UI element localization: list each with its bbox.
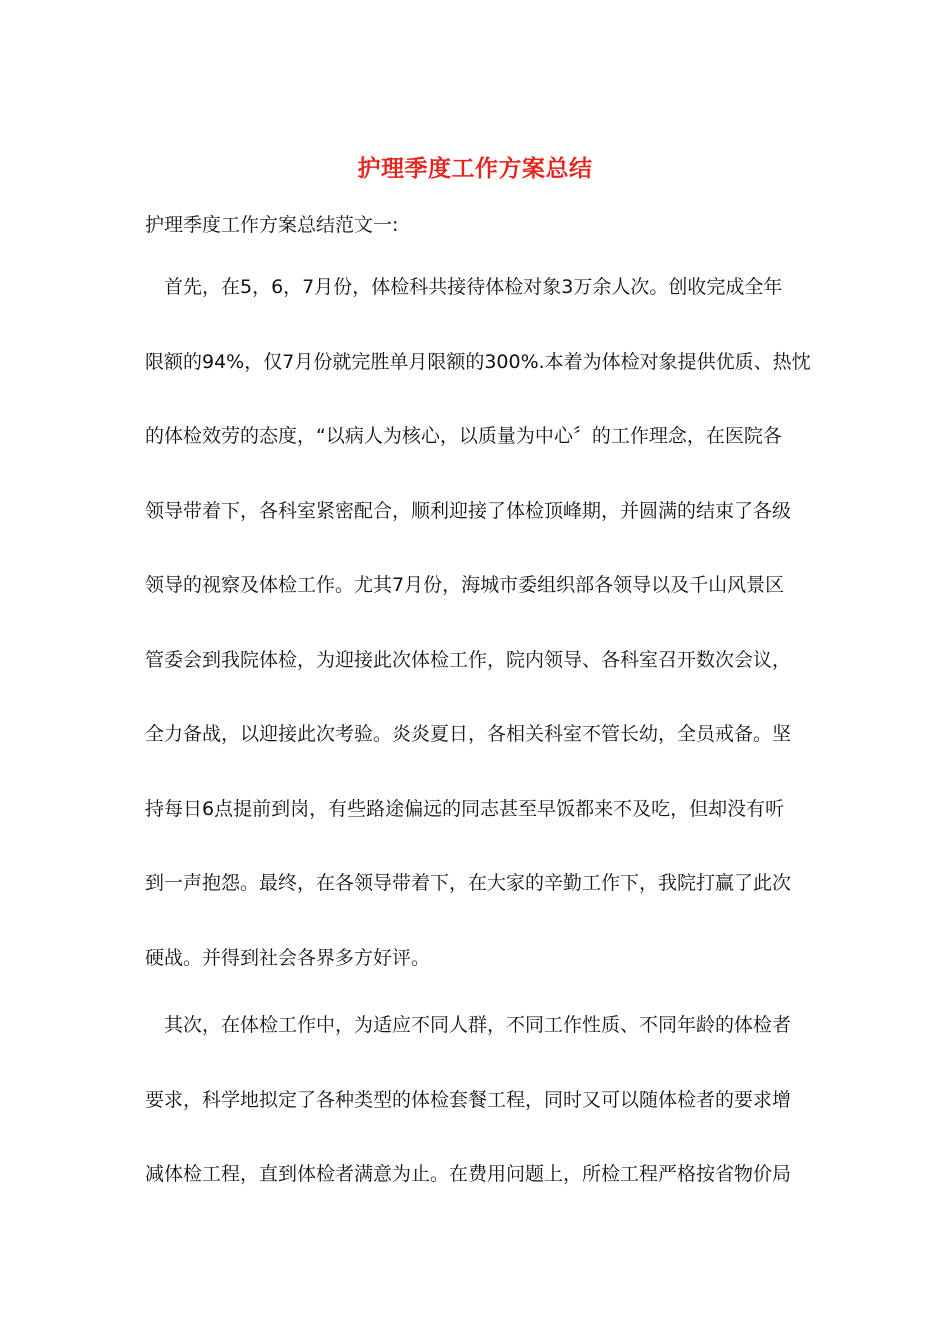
paragraph-2	[145, 988, 810, 1212]
paragraph-line: 持每日6点提前到岗，有些路途偏远的同志甚至早饭都来不及吃，但却没有听	[145, 797, 785, 820]
paragraph-line: 到一声抱怨。最终，在各领导带着下，在大家的辛勤工作下，我院打赢了此次	[145, 872, 792, 894]
paragraph-line: 要求，科学地拟定了各种类型的体检套餐工程，同时又可以随体检者的要求增	[145, 1088, 792, 1111]
paragraph-line: 首先，在5，6，7月份，体检科共接待体检对象3万余人次。创收完成全年	[164, 276, 783, 298]
document-subtitle: 护理季度工作方案总结范文一:	[145, 214, 399, 236]
paragraph-line: 的体检效劳的态度，“以病人为核心，以质量为中心〞的工作理念，在医院各	[145, 425, 782, 447]
paragraph-line: 减体检工程，直到体检者满意为止。在费用问题上，所检工程严格按省物价局	[145, 1163, 792, 1185]
document-title: 护理季度工作方案总结	[357, 155, 593, 182]
paragraph-line: 领导的视察及体检工作。尤其7月份，海城市委组织部各领导以及千山风景区	[145, 574, 785, 596]
paragraph-line: 全力备战，以迎接此次考验。炎炎夏日，各相关科室不管长幼，全员戒备。坚	[145, 723, 792, 745]
paragraph-line: 领导带着下，各科室紧密配合，顺利迎接了体检顶峰期，并圆满的结束了各级	[145, 499, 792, 522]
paragraph-line: 硬战。并得到社会各界多方好评。	[145, 946, 431, 969]
paragraph-1	[145, 250, 810, 995]
paragraph-line: 其次，在体检工作中，为适应不同人群，不同工作性质、不同年龄的体检者	[164, 1014, 792, 1036]
paragraph-line: 限额的94%，仅7月份就完胜单月限额的300%.本着为体检对象提供优质、热忱	[145, 350, 811, 373]
paragraph-line: 管委会到我院体检，为迎接此次体检工作，院内领导、各科室召开数次会议，	[145, 648, 792, 671]
